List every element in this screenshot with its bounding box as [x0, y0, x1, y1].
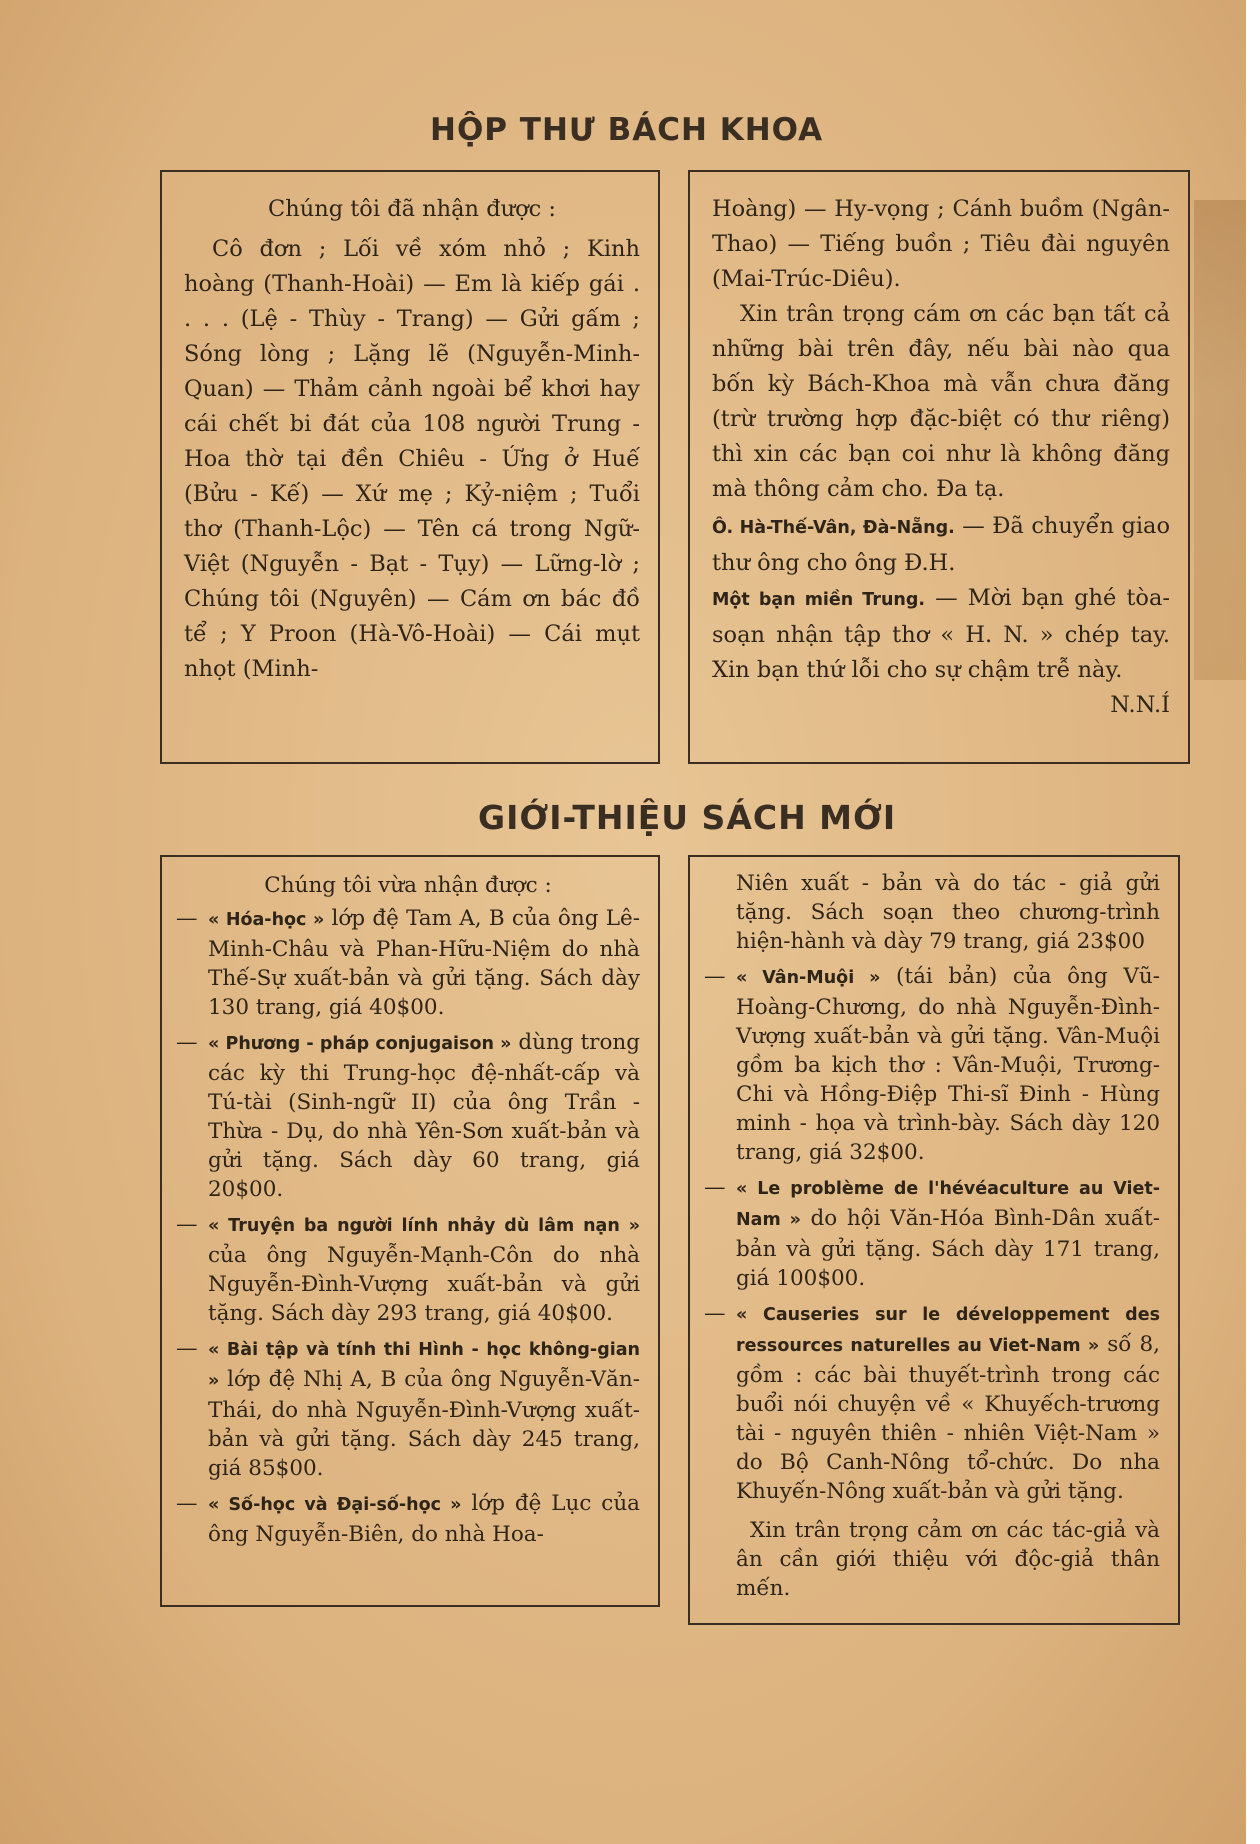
book-item-heveaculture: — « Le problème de l'hévéaculture au Viet-Nam » do hội Văn-Hóa Bình-Dân xuất-bản và gửi tặng. Sách dày 171 trang, giá 100$00. [704, 1175, 1160, 1291]
books-left-text [176, 871, 640, 1555]
mailbox-right-text [712, 192, 1170, 723]
book-title: « Le problème de l'hévéaculture au Viet-Nam » [736, 1179, 1160, 1230]
book-title: « Causeries sur le développement des ressources naturelles au Viet-Nam » [736, 1305, 1160, 1356]
books-closing: Xin trân trọng cảm ơn các tác-giả và ân cần giới thiệu với độc-giả thân mến. [736, 1518, 1160, 1601]
book-title: « Phương - pháp conjugaison » [208, 1034, 512, 1054]
paper-stain [1194, 200, 1254, 680]
mailbox-right-column [688, 170, 1190, 764]
reply1-message: — Đã chuyển giao thư ông cho ông Đ.H. [712, 513, 1170, 576]
mailbox-intro: Chúng tôi đã nhận được : [268, 196, 556, 222]
book-item-so-hoc: — « Số-học và Đại-số-học » lớp đệ Lục của ông Nguyễn-Biên, do nhà Hoa- [176, 1491, 640, 1547]
book-title: « Số-học và Đại-số-học » [208, 1495, 462, 1515]
books-right-column [688, 855, 1180, 1625]
book-item-causeries: — « Causeries sur le développement des ressources naturelles au Viet-Nam » số 8, gồm : các bài thuyết-trình trong các buổi nói chuyện về « Khuyếch-trương tài - nguyên thiên - nhiên Việt-Nam » do Bộ Canh-Nông tổ-chức. Do nha Khuyến-Nông xuất-bản và gửi tặng. [704, 1301, 1160, 1504]
book-item-truyen-ba-nguoi-linh: — « Truyện ba người lính nhảy dù lâm nạn » của ông Nguyễn-Mạnh-Côn do nhà Nguyễn-Đình-Vượng xuất-bản và gửi tặng. Sách dày 293 trang, giá 40$00. [176, 1212, 640, 1326]
book-item-van-muoi: — « Vân-Muội » (tái bản) của ông Vũ-Hoàng-Chương, do nhà Nguyễn-Đình-Vượng xuất-bản và gửi tặng. Vân-Muội gồm ba kịch thơ : Vân-Muội, Trương-Chi và Hồng-Điệp Thi-sĩ Đinh - Hùng minh - họa và trình-bày. Sách dày 120 trang, giá 32$00. [704, 964, 1160, 1165]
mailbox-works-part1: Cô đơn ; Lối về xóm nhỏ ; Kinh hoàng (Thanh-Hoài) — Em là kiếp gái . . . . (Lệ - Thùy - Trang) — Gửi gấm ; Sóng lòng ; Lặng lẽ (Nguyễn-Minh-Quan) — Thảm cảnh ngoài bể khơi hay cái chết bi đát của 108 người Trung - Hoa thờ tại đền Chiêu - Ứng ở Huế (Bửu - Kế) — Xứ mẹ ; Kỷ-niệm ; Tuổi thơ (Thanh-Lộc) — Tên cá trong Ngữ-Việt (Nguyễn - Bạt - Tụy) — Lững-lờ ; Chúng tôi (Nguyên) — Cám ơn bác đồ tể ; Y Proon (Hà-Vô-Hoài) — Cái mụt nhọt (Minh- [184, 236, 640, 682]
book-text-part1: lớp đệ Lục của ông Nguyễn-Biên, do nhà Hoa- [208, 1491, 640, 1547]
reply-ha-the-van [712, 509, 1170, 581]
books-left-column [160, 855, 660, 1607]
reply2-message: — Mời bạn ghé tòa-soạn nhận tập thơ « H. N. » chép tay. Xin bạn thứ lỗi cho sự chậm trễ này. [712, 585, 1170, 683]
reply2-recipient: Một bạn miền Trung. [712, 590, 926, 610]
mailbox-title: HỘP THƯ BÁCH KHOA [430, 112, 824, 148]
signature: N.N.Í [1110, 692, 1170, 718]
mailbox-thanks: Xin trân trọng cám ơn các bạn tất cả những bài trên đây, nếu bài nào qua bốn kỳ Bách-Khoa mà vẫn chưa đăng (trừ trường hợp đặc-biệt có thư riêng) thì xin các bạn coi như là không đăng mà thông cảm cho. Đa tạ. [712, 301, 1170, 502]
book-text-part2: Niên xuất - bản và do tác - giả gửi tặng. Sách soạn theo chương-trình hiện-hành và dày 79 trang, giá 23$00 [736, 871, 1160, 954]
book-title: « Truyện ba người lính nhảy dù lâm nạn » [208, 1216, 640, 1236]
book-item-conjugaison: — « Phương - pháp conjugaison » dùng trong các kỳ thi Trung-học đệ-nhất-cấp và Tú-tài (Sinh-ngữ II) của ông Trần - Thừa - Dụ, do nhà Yên-Sơn xuất-bản và gửi tặng. Sách dày 60 trang, giá 20$00. [176, 1030, 640, 1202]
books-intro: Chúng tôi vừa nhận được : [264, 873, 552, 898]
mailbox-left-text [184, 192, 640, 687]
book-item-hinh-hoc: — « Bài tập và tính thi Hình - học không-gian » lớp đệ Nhị A, B của ông Nguyễn-Văn-Thái, do nhà Nguyễn-Đình-Vượng xuất-bản và gửi tặng. Sách dày 245 trang, giá 85$00. [176, 1336, 640, 1481]
torn-page-edge [1246, 0, 1260, 1844]
book-title: « Vân-Muội » [736, 968, 881, 988]
mailbox-works-part2: Hoàng) — Hy-vọng ; Cánh buồm (Ngân-Thao) — Tiếng buồn ; Tiêu đài nguyên (Mai-Trúc-Diêu). [712, 196, 1170, 292]
book-title: « Hóa-học » [208, 910, 325, 930]
new-books-title: GIỚI-THIỆU SÁCH MỚI [478, 798, 897, 837]
book-item-hoa-hoc: — « Hóa-học » lớp đệ Tam A, B của ông Lê-Minh-Châu và Phan-Hữu-Niệm do nhà Thế-Sự xuất-bản và gửi tặng. Sách dày 130 trang, giá 40$00. [176, 906, 640, 1020]
reply-ban-mien-trung [712, 581, 1170, 718]
book-title: « Bài tập và tính thi Hình - học không-gian » [208, 1340, 640, 1391]
reply1-recipient: Ô. Hà-Thế-Vân, Đà-Nẵng. [712, 518, 955, 538]
mailbox-left-column [160, 170, 660, 764]
books-right-text [704, 869, 1160, 1603]
